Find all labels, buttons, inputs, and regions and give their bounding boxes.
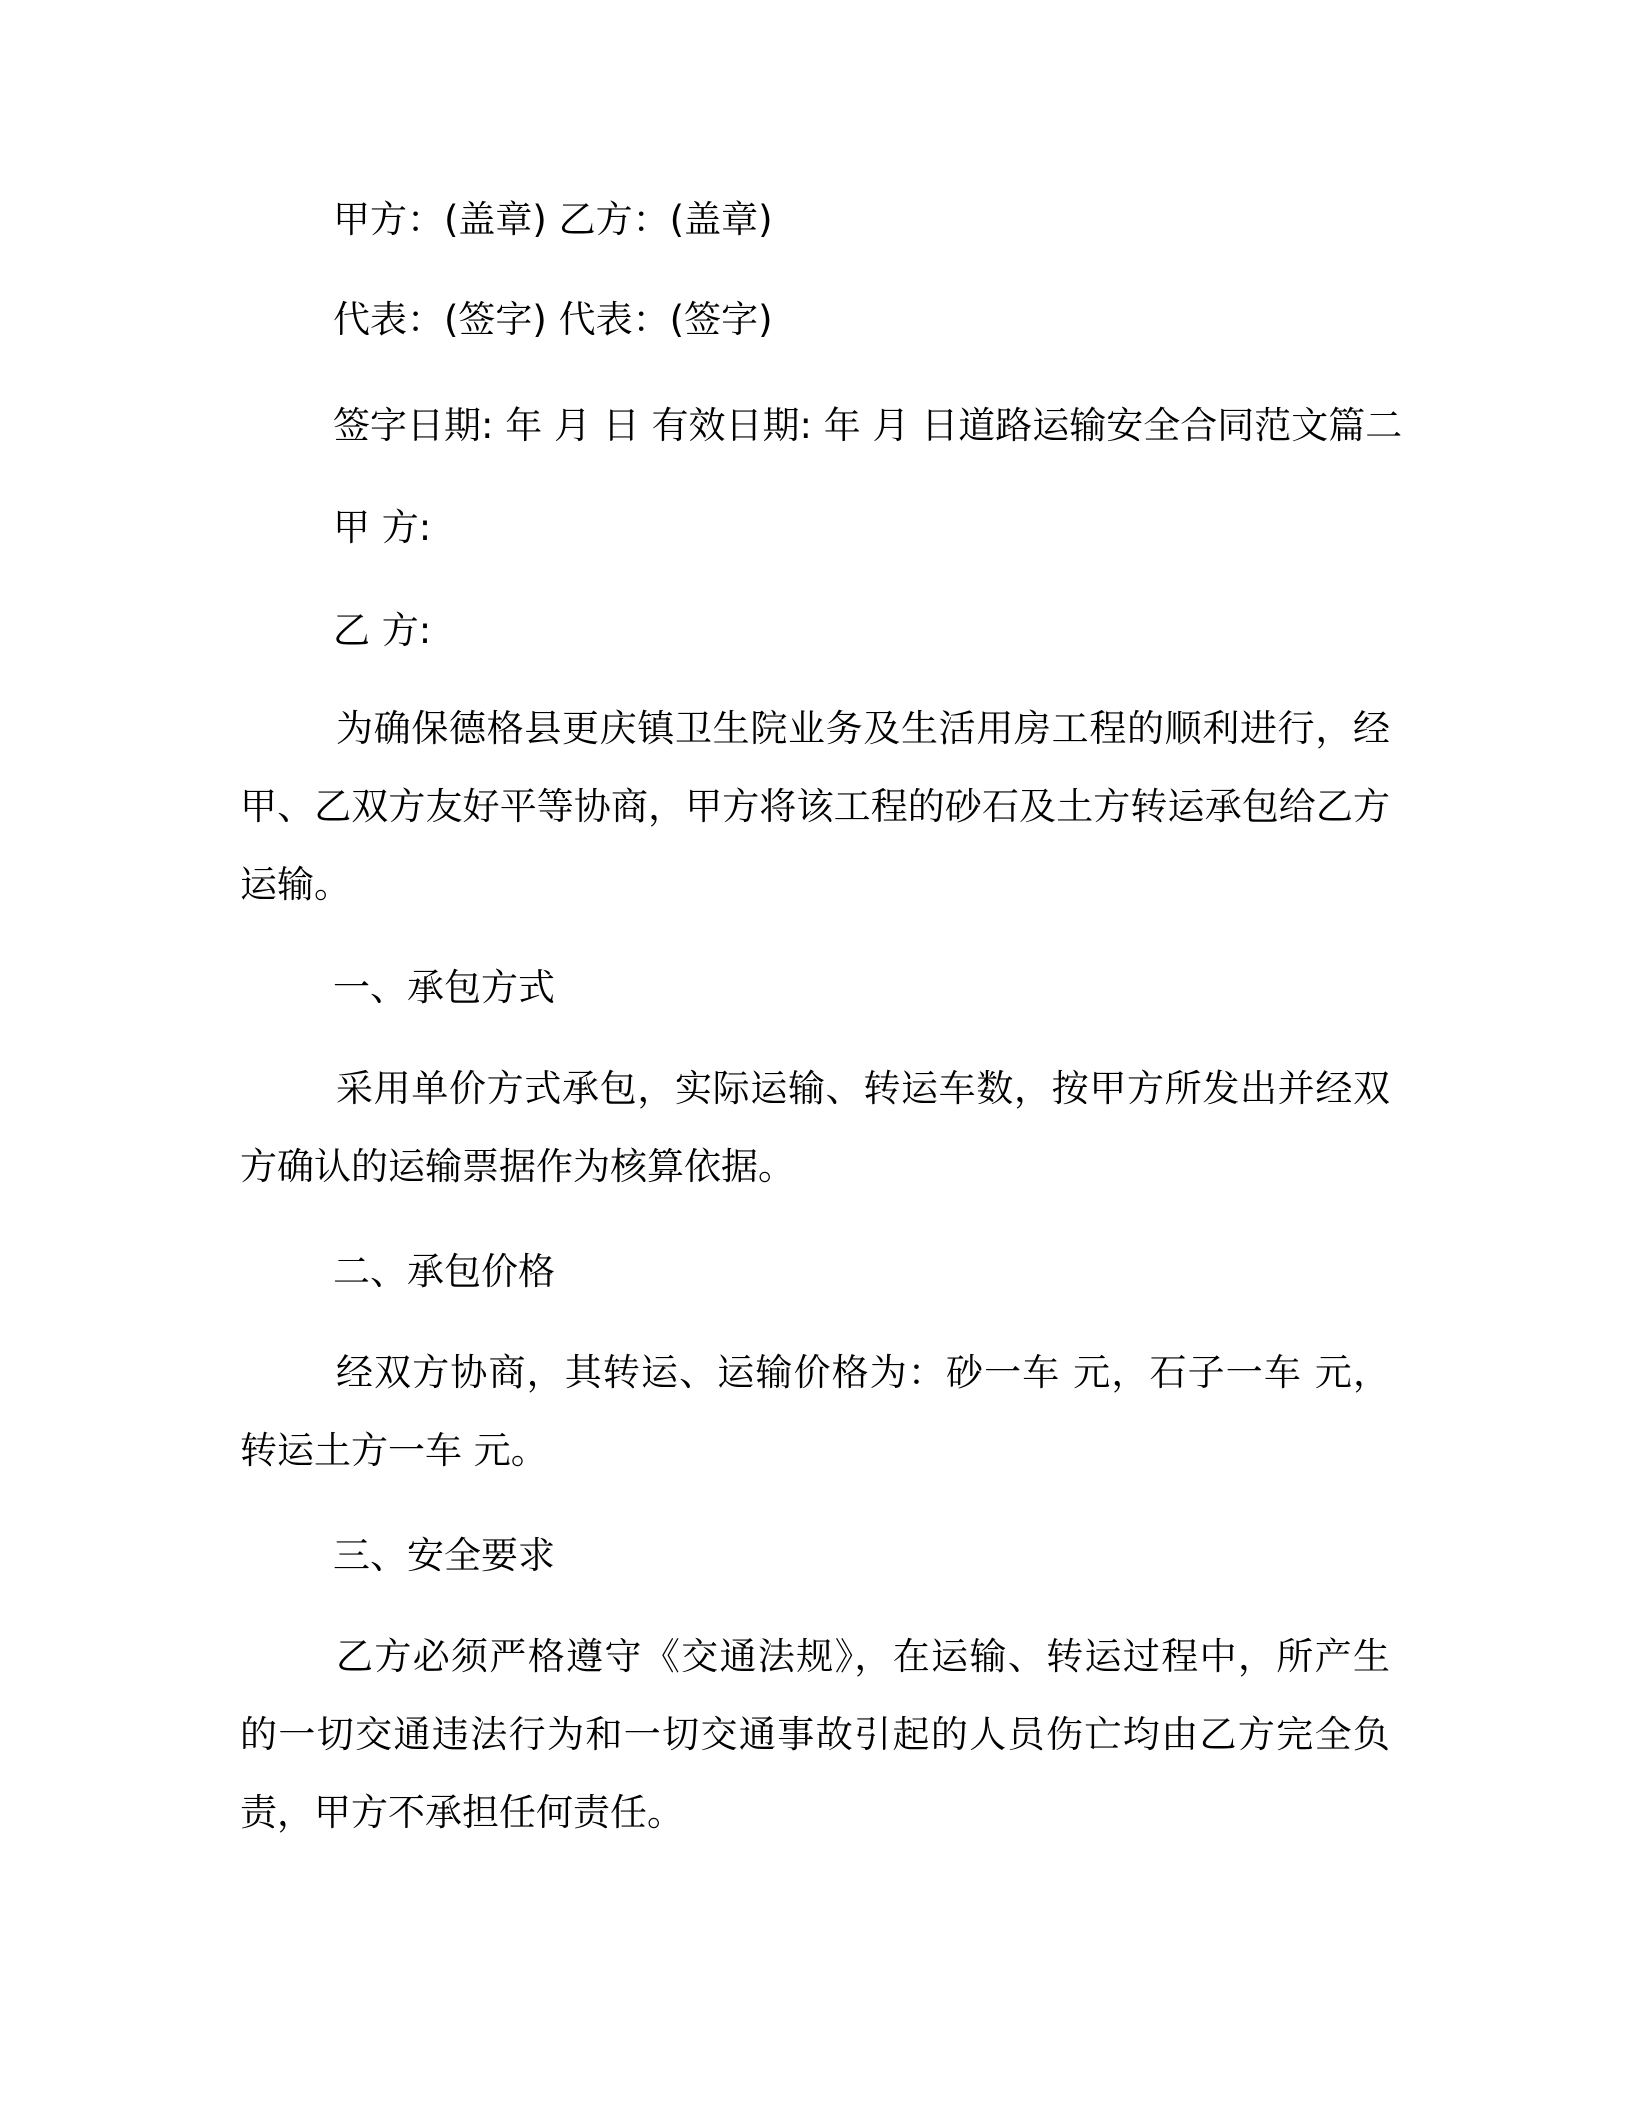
section3-body: 乙方必须严格遵守《交通法规》，在运输、转运过程中，所产生的一切交通违法行为和一切交通事故引起的人员伤亡均由乙方完全负责，甲方不承担任何责任。 [240, 1635, 1390, 1834]
party-seal-line: 甲方：(盖章) 乙方：(盖章) [333, 198, 773, 241]
date-line: 签字日期: 年 月 日 有效日期: 年 月 日道路运输安全合同范文篇二 [333, 404, 1403, 447]
party-a-line: 甲 方: [333, 506, 432, 549]
section1-heading: 一、承包方式 [333, 966, 555, 1009]
section3-heading: 三、安全要求 [333, 1534, 555, 1577]
intro-paragraph: 为确保德格县更庆镇卫生院业务及生活用房工程的顺利进行，经甲、乙双方友好平等协商，甲方将该工程的砂石及土方转运承包给乙方运输。 [240, 707, 1390, 906]
section1-body: 采用单价方式承包，实际运输、转运车数，按甲方所发出并经双方确认的运输票据作为核算依据。 [240, 1067, 1390, 1188]
representative-line: 代表：(签字) 代表：(签字) [333, 298, 773, 341]
section2-body: 经双方协商，其转运、运输价格为：砂一车 元，石子一车 元，转运土方一车 元。 [240, 1351, 1390, 1472]
party-b-line: 乙 方: [333, 609, 432, 652]
section2-heading: 二、承包价格 [333, 1250, 555, 1293]
